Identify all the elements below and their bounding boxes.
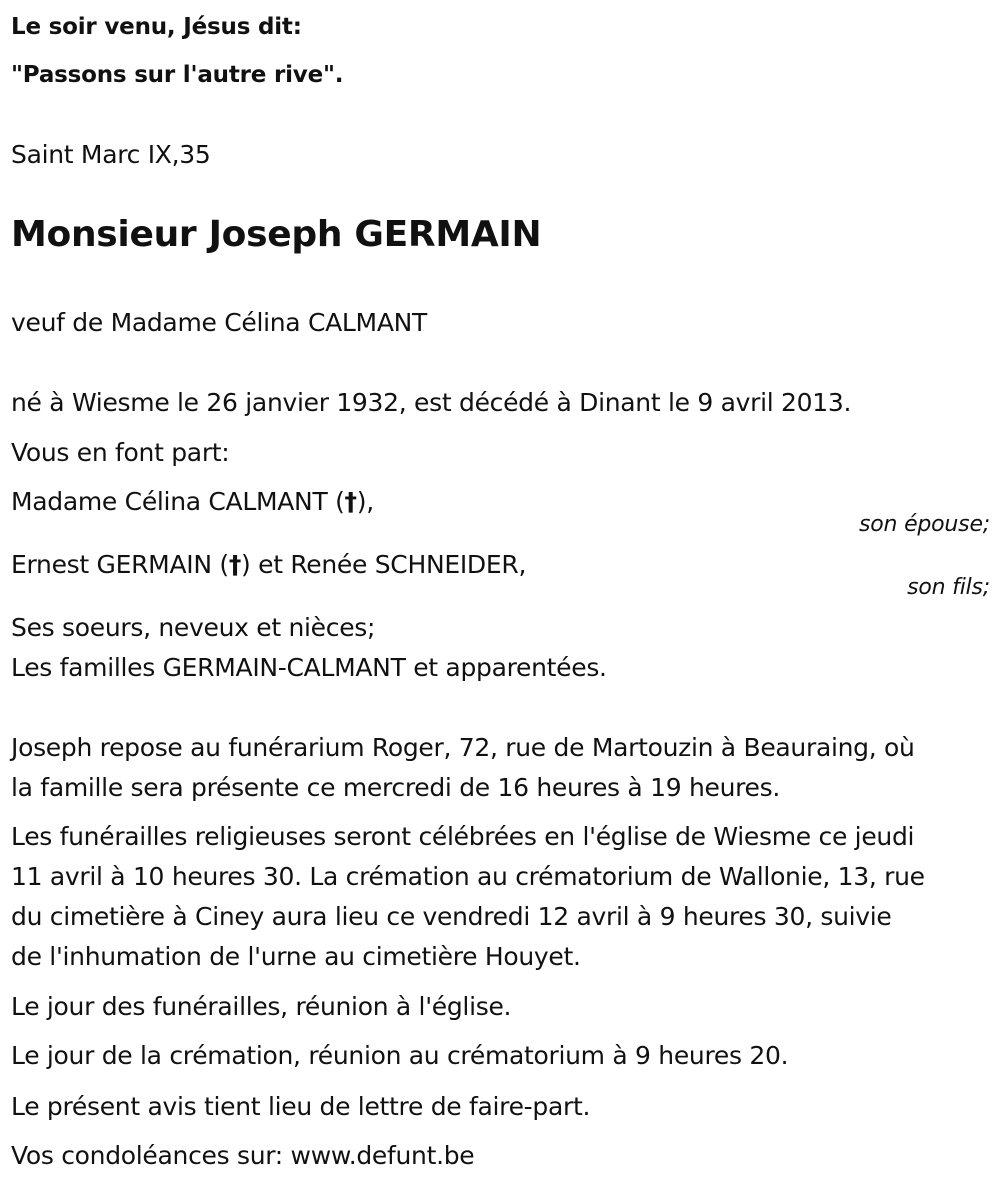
family-name-before: Madame Célina CALMANT ( xyxy=(11,487,345,516)
relation-spouse: son épouse; xyxy=(859,512,990,537)
note-condolences: Vos condoléances sur: www.defunt.be xyxy=(11,1141,475,1170)
funeral-line-4: de l'inhumation de l'urne au cimetière Houyet. xyxy=(11,942,581,971)
family-name-after: ) et Renée SCHNEIDER, xyxy=(241,550,527,579)
announce-intro: Vous en font part: xyxy=(11,438,230,467)
family-name-before: Ernest GERMAIN ( xyxy=(11,550,229,579)
viewing-line-1: Joseph repose au funérarium Roger, 72, rue de Martouzin à Beauraing, où xyxy=(11,733,915,762)
widower-of: veuf de Madame Célina CALMANT xyxy=(11,308,427,337)
funeral-line-1: Les funérailles religieuses seront célébrées en l'église de Wiesme ce jeudi xyxy=(11,822,915,851)
funeral-line-2: 11 avril à 10 heures 30. La crémation au crématorium de Wallonie, 13, rue xyxy=(11,862,925,891)
relation-son: son fils; xyxy=(907,575,990,600)
birth-death: né à Wiesme le 26 janvier 1932, est décédé à Dinant le 9 avril 2013. xyxy=(11,388,852,417)
family-member-son xyxy=(11,550,526,580)
viewing-line-2: la famille sera présente ce mercredi de 16 heures à 19 heures. xyxy=(11,773,780,802)
family-member-spouse xyxy=(11,487,374,517)
others-line-1: Ses soeurs, neveux et nièces; xyxy=(11,613,376,642)
family-name-after: ), xyxy=(356,487,374,516)
intro-line-1: Le soir venu, Jésus dit: xyxy=(11,14,302,40)
note-cremation-meeting: Le jour de la crémation, réunion au crématorium à 9 heures 20. xyxy=(11,1041,789,1070)
cross-icon: † xyxy=(228,550,242,579)
intro-line-2: "Passons sur l'autre rive". xyxy=(11,62,344,88)
note-notice: Le présent avis tient lieu de lettre de faire-part. xyxy=(11,1092,591,1121)
funeral-line-3: du cimetière à Ciney aura lieu ce vendredi 12 avril à 9 heures 30, suivie xyxy=(11,902,892,931)
citation: Saint Marc IX,35 xyxy=(11,140,211,169)
others-line-2: Les familles GERMAIN-CALMANT et apparentées. xyxy=(11,653,607,682)
cross-icon: † xyxy=(344,487,357,516)
note-funeral-meeting: Le jour des funérailles, réunion à l'église. xyxy=(11,992,512,1021)
deceased-name: Monsieur Joseph GERMAIN xyxy=(11,214,542,255)
